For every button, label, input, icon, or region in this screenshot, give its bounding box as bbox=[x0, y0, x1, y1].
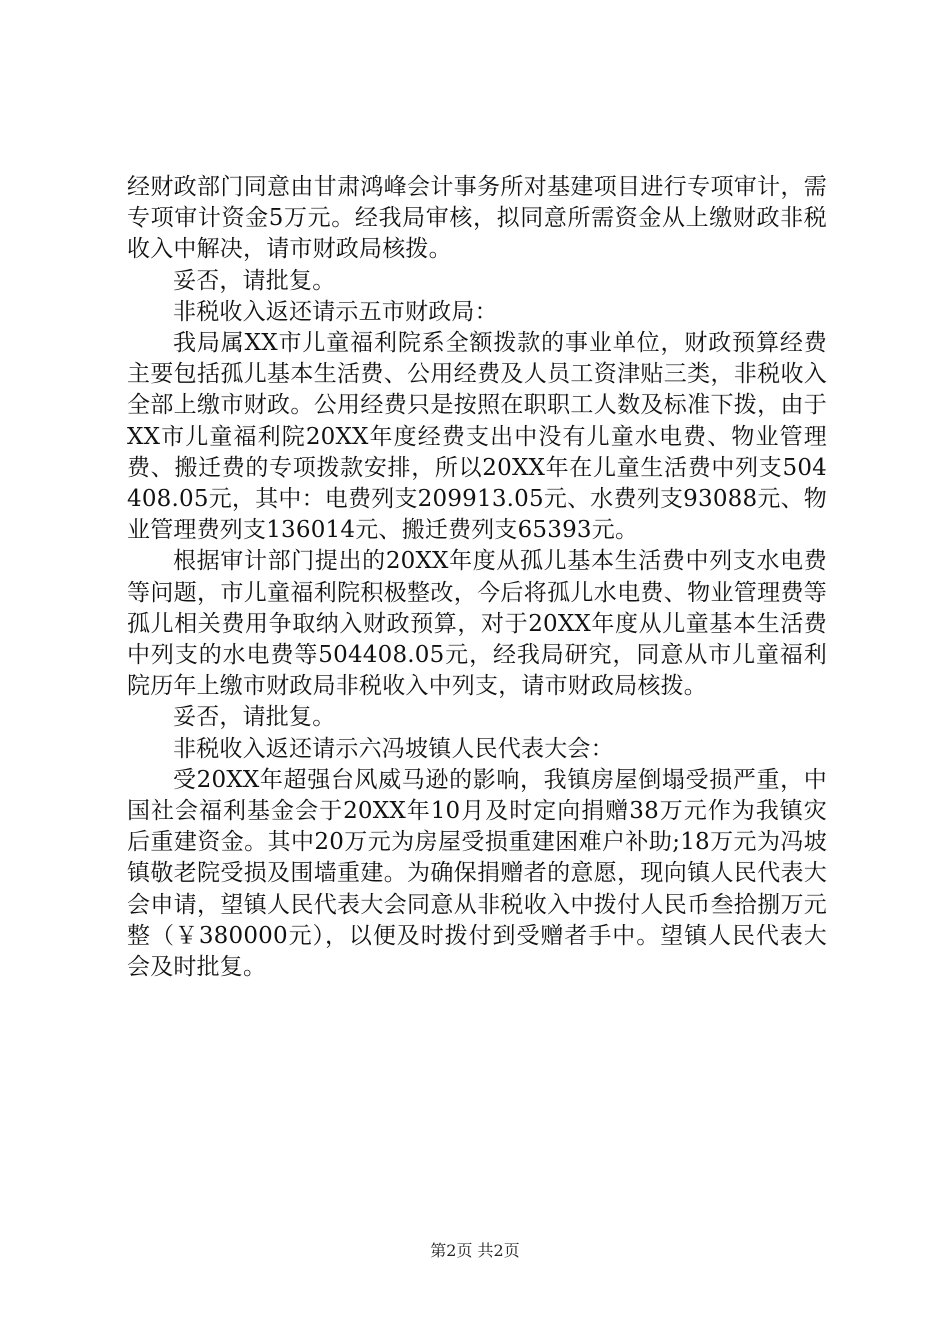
paragraph: 受20XX年超强台风威马逊的影响，我镇房屋倒塌受损严重，中国社会福利基金会于20XX年10月及时定向捐赠38万元作为我镇灾后重建资金。其中20万元为房屋受损重建困难户补助;18万元为冯坡镇敬老院受损及围墙重建。为确保捐赠者的意愿，现向镇人民代表大会申请，望镇人民代表大会同意从非税收入中拨付人民币叁拾捌万元整（￥380000元），以便及时拨付到受赠者手中。望镇人民代表大会及时批复。 bbox=[127, 766, 827, 981]
paragraph: 根据审计部门提出的20XX年度从孤儿基本生活费中列支水电费等问题，市儿童福利院积极整改，今后将孤儿水电费、物业管理费等孤儿相关费用争取纳入财政预算，对于20XX年度从儿童基本生活费中列支的水电费等504408.05元，经我局研究，同意从市儿童福利院历年上缴市财政局非税收入中列支，请市财政局核拨。 bbox=[127, 548, 827, 700]
document-body bbox=[127, 172, 827, 983]
paragraph: 妥否，请批复。 bbox=[173, 267, 336, 294]
section-heading: 非税收入返还请示六冯坡镇人民代表大会： bbox=[173, 735, 614, 762]
section-heading: 非税收入返还请示五市财政局： bbox=[173, 298, 498, 325]
paragraph: 妥否，请批复。 bbox=[173, 704, 336, 731]
page-footer: 第2页 共2页 bbox=[430, 1241, 520, 1260]
paragraph: 我局属XX市儿童福利院系全额拨款的事业单位，财政预算经费主要包括孤儿基本生活费、公用经费及人员工资津贴三类，非税收入全部上缴市财政。公用经费只是按照在职职工人数及标准下拨，由于XX市儿童福利院20XX年度经费支出中没有儿童水电费、物业管理费、搬迁费的专项拨款安排，所以20XX年在儿童生活费中列支504408.05元，其中：电费列支209913.05元、水费列支93088元、物业管理费列支136014元、搬迁费列支65393元。 bbox=[127, 330, 827, 544]
paragraph: 经财政部门同意由甘肃鸿峰会计事务所对基建项目进行专项审计，需专项审计资金5万元。经我局审核，拟同意所需资金从上缴财政非税收入中解决，请市财政局核拨。 bbox=[127, 174, 827, 263]
